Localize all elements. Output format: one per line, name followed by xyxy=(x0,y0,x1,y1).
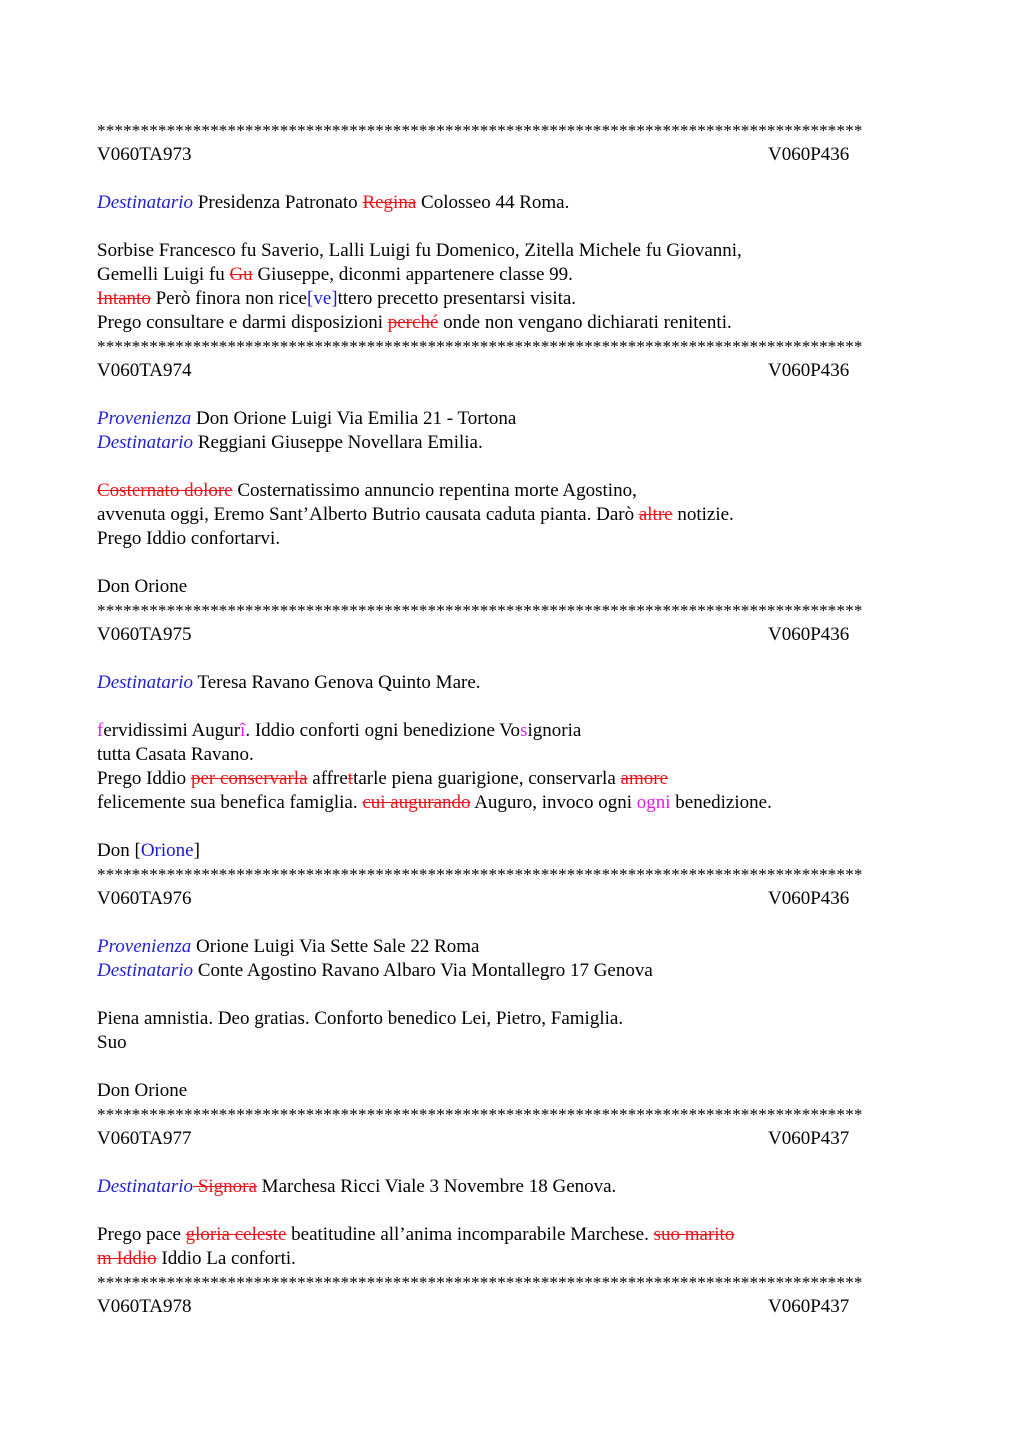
text-line xyxy=(97,527,927,551)
deleted-text: Regina xyxy=(362,192,417,213)
blank-line xyxy=(97,455,927,479)
text-segment: Reggiani Giuseppe Novellara Emilia. xyxy=(193,432,483,453)
separator-line: **************************************************************************************** xyxy=(97,601,863,620)
inserted-text: [ve] xyxy=(307,288,338,309)
text-segment: Don Orione Luigi Via Emilia 21 - Tortona xyxy=(191,408,517,429)
telegram-code: V060TA975 xyxy=(97,624,192,645)
text-line xyxy=(97,263,927,287)
highlighted-text: s xyxy=(520,720,528,741)
deleted-text: Costernato dolore xyxy=(97,480,233,501)
deleted-text: cui augurando xyxy=(362,792,471,813)
text-segment: tutta Casata Ravano. xyxy=(97,744,254,765)
blank-line xyxy=(97,383,927,407)
text-line xyxy=(97,239,927,263)
page-code: V060P436 xyxy=(768,624,850,645)
text-segment: Sorbise Francesco fu Saverio, Lalli Luigi fu Domenico, Zitella Michele fu Giovanni, xyxy=(97,240,742,261)
text-segment: benedizione. xyxy=(670,792,772,813)
field-label: Destinatario xyxy=(97,960,194,981)
text-segment: beatitudine all’anima incomparabile Marchese. xyxy=(286,1224,654,1245)
separator-line: **************************************************************************************** xyxy=(97,1105,863,1124)
deleted-text: t xyxy=(347,768,354,789)
text-line xyxy=(97,311,927,335)
text-segment: Piena amnistia. Deo gratias. Conforto benedico Lei, Pietro, Famiglia. xyxy=(97,1008,624,1029)
field-label: Destinatario xyxy=(97,432,194,453)
text-segment: Don Orione xyxy=(97,1080,188,1101)
text-line xyxy=(97,1247,927,1271)
text-segment: onde non vengano dichiarati renitenti. xyxy=(438,312,732,333)
deleted-text: Gu xyxy=(229,264,253,285)
text-line xyxy=(97,1031,927,1055)
page-code: V060P436 xyxy=(768,360,850,381)
text-segment: Don [ xyxy=(97,840,141,861)
highlighted-text: ogni xyxy=(636,792,671,813)
text-line xyxy=(97,1079,927,1103)
text-segment: Don Orione xyxy=(97,576,188,597)
text-segment: tarle piena guarigione, conservarla xyxy=(353,768,621,789)
field-label: Destinatario xyxy=(97,1176,194,1197)
blank-line xyxy=(97,551,927,575)
text-segment: Giuseppe, diconmi appartenere classe 99. xyxy=(252,264,573,285)
text-segment: Però finora non rice xyxy=(150,288,307,309)
text-segment: Orione Luigi Via Sette Sale 22 Roma xyxy=(191,936,480,957)
text-segment: Marchesa Ricci Viale 3 Novembre 18 Genova. xyxy=(256,1176,617,1197)
text-line xyxy=(97,1175,927,1199)
entry-header xyxy=(97,887,927,911)
text-line xyxy=(97,191,927,215)
blank-line xyxy=(97,1199,927,1223)
blank-line xyxy=(97,1151,927,1175)
field-label: Destinatario xyxy=(97,672,194,693)
text-segment: Auguro, invoco ogni xyxy=(470,792,637,813)
deleted-text: altre xyxy=(638,504,673,525)
text-line xyxy=(97,407,927,431)
text-line xyxy=(97,743,927,767)
telegram-code: V060TA973 xyxy=(97,144,192,165)
telegram-code: V060TA974 xyxy=(97,360,192,381)
text-line xyxy=(97,1223,927,1247)
text-segment: Prego Iddio xyxy=(97,768,191,789)
text-line xyxy=(97,767,927,791)
separator-line: **************************************************************************************** xyxy=(97,865,863,884)
text-line xyxy=(97,791,927,815)
text-segment: Iddio La conforti. xyxy=(156,1248,296,1269)
entry-header xyxy=(97,1295,927,1319)
telegram-code: V060TA976 xyxy=(97,888,192,909)
text-segment: felicemente sua benefica famiglia. xyxy=(97,792,363,813)
text-line xyxy=(97,719,927,743)
text-line xyxy=(97,431,927,455)
text-line xyxy=(97,839,927,863)
deleted-text: Intanto xyxy=(97,288,151,309)
field-label: Destinatario xyxy=(97,192,194,213)
entry-header xyxy=(97,359,927,383)
deleted-text: per conservarla xyxy=(190,768,308,789)
text-segment: Suo xyxy=(97,1032,127,1053)
deleted-text: gloria celeste xyxy=(185,1224,287,1245)
page-code: V060P436 xyxy=(768,888,850,909)
deleted-text: amore xyxy=(620,768,669,789)
text-segment: Gemelli Luigi fu xyxy=(97,264,230,285)
field-label: Provenienza xyxy=(97,408,192,429)
document-page xyxy=(97,119,927,1319)
text-segment: Prego consultare e darmi disposizioni xyxy=(97,312,388,333)
text-segment: Prego pace xyxy=(97,1224,186,1245)
text-segment: Presidenza Patronato xyxy=(193,192,363,213)
separator-line: **************************************************************************************** xyxy=(97,121,863,140)
text-segment: ervidissimi Augur xyxy=(103,720,241,741)
text-segment: ignoria xyxy=(527,720,582,741)
text-line xyxy=(97,479,927,503)
text-line xyxy=(97,503,927,527)
text-segment: avvenuta oggi, Eremo Sant’Alberto Butrio causata caduta pianta. Darò xyxy=(97,504,639,525)
highlighted-text: f xyxy=(97,720,104,741)
text-segment: Conte Agostino Ravano Albaro Via Montallegro 17 Genova xyxy=(193,960,653,981)
page-code: V060P436 xyxy=(768,144,850,165)
text-line xyxy=(97,959,927,983)
separator-line: **************************************************************************************** xyxy=(97,337,863,356)
text-line xyxy=(97,1007,927,1031)
deleted-text: m Iddio xyxy=(97,1248,157,1269)
text-segment: Prego Iddio confortarvi. xyxy=(97,528,281,549)
blank-line xyxy=(97,983,927,1007)
blank-line xyxy=(97,647,927,671)
text-segment: ttero precetto presentarsi visita. xyxy=(337,288,577,309)
text-segment: affre xyxy=(307,768,348,789)
inserted-text: Orione xyxy=(140,840,194,861)
telegram-code: V060TA978 xyxy=(97,1296,192,1317)
text-line xyxy=(97,575,927,599)
blank-line xyxy=(97,1055,927,1079)
text-segment: ] xyxy=(193,840,200,861)
deleted-text: perché xyxy=(387,312,439,333)
text-segment: . Iddio conforti ogni benedizione Vo xyxy=(245,720,521,741)
page-code: V060P437 xyxy=(768,1296,850,1317)
entry-header xyxy=(97,1127,927,1151)
text-segment: Costernatissimo annuncio repentina morte Agostino, xyxy=(232,480,637,501)
highlighted-text: î xyxy=(240,720,246,741)
field-label: Provenienza xyxy=(97,936,192,957)
separator-line: **************************************************************************************** xyxy=(97,1273,863,1292)
text-line xyxy=(97,935,927,959)
deleted-text: suo marito xyxy=(653,1224,735,1245)
blank-line xyxy=(97,695,927,719)
text-segment: notizie. xyxy=(672,504,734,525)
telegram-code: V060TA977 xyxy=(97,1128,192,1149)
blank-line xyxy=(97,815,927,839)
blank-line xyxy=(97,215,927,239)
deleted-text: Signora xyxy=(193,1176,257,1197)
blank-line xyxy=(97,911,927,935)
blank-line xyxy=(97,167,927,191)
text-segment: Colosseo 44 Roma. xyxy=(416,192,570,213)
text-segment: Teresa Ravano Genova Quinto Mare. xyxy=(193,672,481,693)
text-line xyxy=(97,287,927,311)
page-code: V060P437 xyxy=(768,1128,850,1149)
text-line xyxy=(97,671,927,695)
entry-header xyxy=(97,623,927,647)
entry-header xyxy=(97,143,927,167)
